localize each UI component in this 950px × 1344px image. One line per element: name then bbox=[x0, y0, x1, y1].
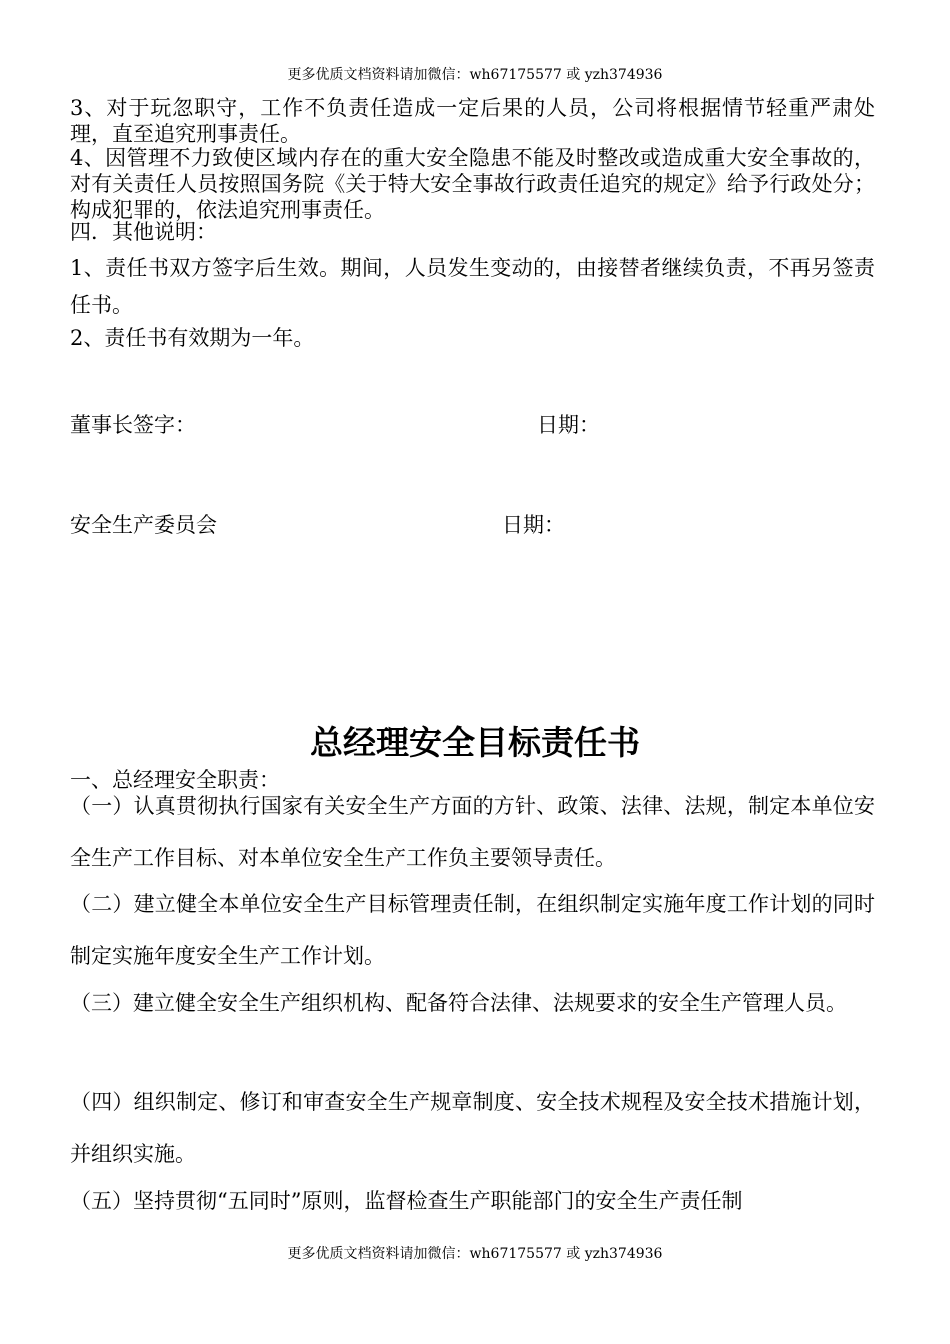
section-1-heading: 一、总经理安全职责： bbox=[70, 768, 280, 792]
chairman-signature-row bbox=[70, 410, 875, 440]
section-4-heading: 四．其他说明： bbox=[70, 220, 217, 244]
chairman-signature-label: 董事长签字： bbox=[70, 413, 196, 437]
committee-signature-row bbox=[70, 510, 875, 540]
chairman-date-label: 日期： bbox=[537, 413, 600, 437]
duty-5: （五）坚持贯彻“五同时”原则，监督检查生产职能部门的安全生产责任制 bbox=[70, 1189, 743, 1213]
note-2: 2、责任书有效期为一年。 bbox=[70, 326, 315, 350]
duty-1: （一）认真贯彻执行国家有关安全生产方面的方针、政策、法律、法规，制定本单位安全生产工作目标、对本单位安全生产工作负主要领导责任。 bbox=[70, 794, 875, 870]
footer-note: 更多优质文档资料请加微信：wh67175577 或 yzh374936 bbox=[287, 1246, 663, 1262]
document-title: 总经理安全目标责任书 bbox=[310, 723, 640, 762]
note-1: 1、责任书双方签字后生效。期间，人员发生变动的，由接替者继续负责，不再另签责任书。 bbox=[70, 256, 875, 317]
header-note: 更多优质文档资料请加微信：wh67175577 或 yzh374936 bbox=[287, 67, 663, 83]
item-3: 3、对于玩忽职守，工作不负责任造成一定后果的人员，公司将根据情节轻重严肃处理，直至追究刑事责任。 bbox=[70, 96, 875, 146]
item-4: 4、因管理不力致使区域内存在的重大安全隐患不能及时整改或造成重大安全事故的，对有关责任人员按照国务院《关于特大安全事故行政责任追究的规定》给予行政处分；构成犯罪的，依法追究刑事责任。 bbox=[70, 146, 875, 222]
duty-4: （四）组织制定、修订和审查安全生产规章制度、安全技术规程及安全技术措施计划，并组织实施。 bbox=[70, 1090, 875, 1166]
committee-label: 安全生产委员会 bbox=[70, 513, 217, 537]
duty-2: （二）建立健全本单位安全生产目标管理责任制，在组织制定实施年度工作计划的同时制定实施年度安全生产工作计划。 bbox=[70, 892, 875, 968]
committee-date-label: 日期： bbox=[502, 513, 565, 537]
duty-3: （三）建立健全安全生产组织机构、配备符合法律、法规要求的安全生产管理人员。 bbox=[70, 991, 847, 1015]
